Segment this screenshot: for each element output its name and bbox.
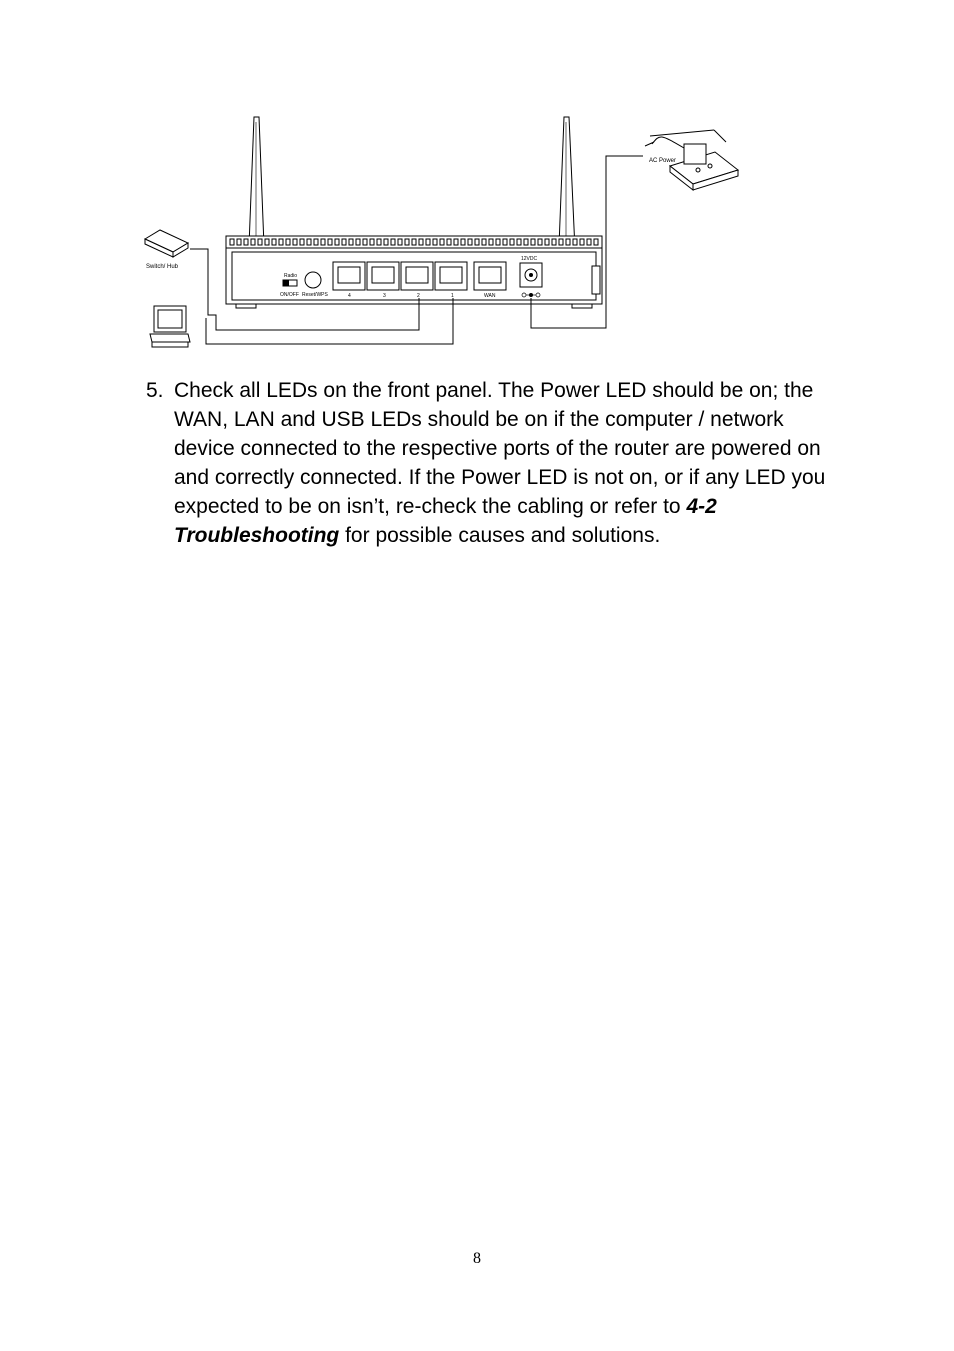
- port-3-label: 3: [383, 293, 386, 299]
- step-text: [174, 376, 836, 550]
- vent-slot: [419, 239, 423, 245]
- vent-slot: [566, 239, 570, 245]
- wan-port: [474, 262, 506, 290]
- vent-slot: [426, 239, 430, 245]
- vent-slot: [517, 239, 521, 245]
- dc-label: 12VDC: [521, 256, 538, 262]
- vent-slot: [412, 239, 416, 245]
- vent-slot: [573, 239, 577, 245]
- step-number: 5.: [146, 379, 164, 402]
- port-1-label: 1: [451, 293, 454, 299]
- router-connection-diagram: [140, 112, 740, 350]
- vent-slot: [482, 239, 486, 245]
- vent-slot: [244, 239, 248, 245]
- vent-slot: [524, 239, 528, 245]
- vent-slot: [503, 239, 507, 245]
- vent-slot: [300, 239, 304, 245]
- switch-hub-label: Switch/ Hub: [146, 264, 179, 270]
- vent-slot: [251, 239, 255, 245]
- vent-slot: [489, 239, 493, 245]
- vent-slot: [580, 239, 584, 245]
- vent-slot: [363, 239, 367, 245]
- troubleshooting-reference: 4-2 Troubleshooting: [174, 495, 717, 547]
- vent-slot: [314, 239, 318, 245]
- step-text-after: for possible causes and solutions.: [339, 524, 661, 547]
- vent-slot: [342, 239, 346, 245]
- vent-slot: [391, 239, 395, 245]
- vent-slot: [265, 239, 269, 245]
- vent-slot: [307, 239, 311, 245]
- vent-slot: [461, 239, 465, 245]
- vent-slot: [230, 239, 234, 245]
- vent-slot: [272, 239, 276, 245]
- on-off-label: ON/OFF: [280, 292, 299, 298]
- ac-power-label: AC Power: [649, 158, 677, 164]
- vent-slot: [531, 239, 535, 245]
- vent-slot: [328, 239, 332, 245]
- port-2-label: 2: [417, 293, 420, 299]
- vent-slot: [440, 239, 444, 245]
- vent-slot: [405, 239, 409, 245]
- vent-slot: [447, 239, 451, 245]
- vent-slot: [545, 239, 549, 245]
- page-number: 8: [473, 1250, 481, 1267]
- reset-wps-label: Reset/WPS: [302, 292, 328, 298]
- vent-slot: [510, 239, 514, 245]
- computer-device: [150, 306, 190, 347]
- vent-slot: [475, 239, 479, 245]
- vent-slot: [468, 239, 472, 245]
- vent-slot: [377, 239, 381, 245]
- vent-slot: [552, 239, 556, 245]
- step-text-before: Check all LEDs on the front panel. The Power LED should be on; the WAN, LAN and USB LEDs should be on if the computer / network device connected to the respective ports of the router are powered on and correctly connected. If the Power LED is not on, or if any LED you expected to be on isn’t, re-check the cabling or refer to: [174, 379, 826, 518]
- vent-slot: [594, 239, 598, 245]
- vent-slot: [398, 239, 402, 245]
- vent-slot: [538, 239, 542, 245]
- radio-label: Radio: [284, 273, 298, 279]
- vent-slot: [293, 239, 297, 245]
- wan-label: WAN: [484, 293, 496, 299]
- vent-slot: [454, 239, 458, 245]
- switch-hub-device: [145, 230, 188, 257]
- vent-slot: [237, 239, 241, 245]
- vent-slot: [433, 239, 437, 245]
- vent-slot: [279, 239, 283, 245]
- vent-slot: [370, 239, 374, 245]
- vent-slot: [496, 239, 500, 245]
- vent-slot: [559, 239, 563, 245]
- vent-slot: [384, 239, 388, 245]
- step-5-paragraph: [146, 376, 836, 550]
- vent-slot: [356, 239, 360, 245]
- vent-slot: [258, 239, 262, 245]
- vent-slot: [349, 239, 353, 245]
- vent-slot: [286, 239, 290, 245]
- port-4-label: 4: [348, 293, 351, 299]
- vent-slot: [335, 239, 339, 245]
- vent-slot: [587, 239, 591, 245]
- vent-slot: [321, 239, 325, 245]
